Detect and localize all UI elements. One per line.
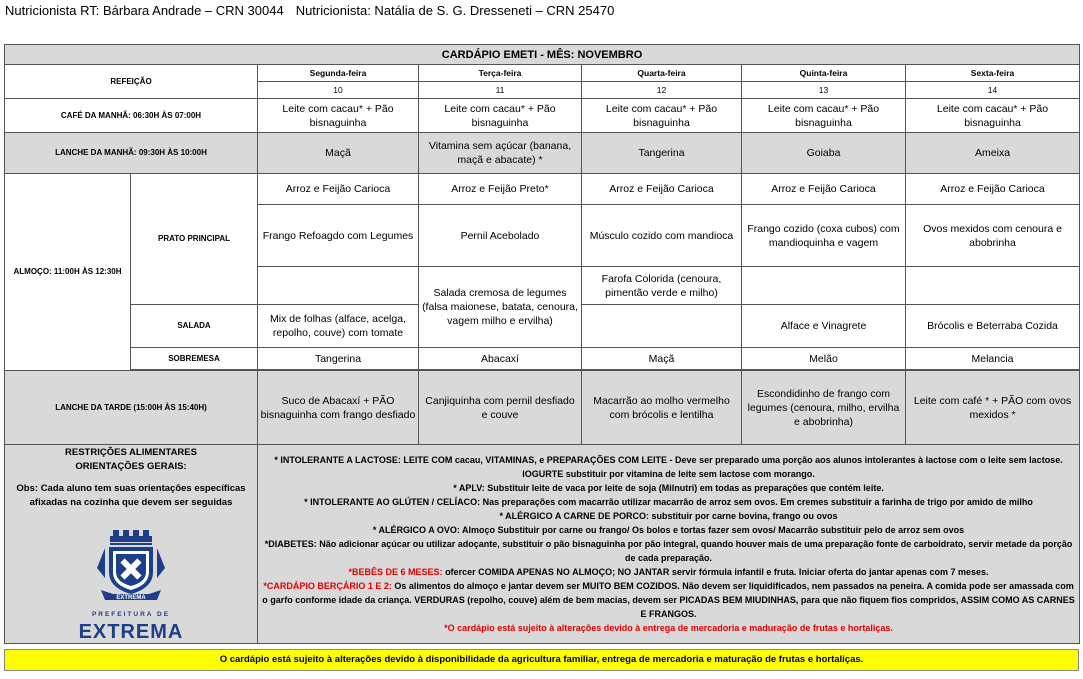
cafe-label: CAFÉ DA MANHÃ: 06:30H ÀS 07:00H [5,99,258,133]
sobremesa-item: Melão [742,348,906,370]
nutritionists-header [5,3,626,18]
sobremesa-item: Maçã [582,348,742,370]
lanche-manha-item: Ameixa [906,133,1080,174]
salada-item [582,305,742,348]
salada-item: Mix de folhas (alface, acelga, repolho, couve) com tomate [258,305,419,348]
date-wednesday: 12 [582,82,742,99]
lanche-manha-label: LANCHE DA MANHÃ: 09:30H ÀS 10:00H [5,133,258,174]
nutritionist-rt: Nutricionista RT: Bárbara Andrade – CRN 30044 [5,3,284,18]
restriction-gluten: * INTOLERANTE AO GLÚTEN / CELÍACO: Nas preparações com macarrão utilizar macarrão de arroz sem ovos. Em cremes substituir a farinha de trigo por amido de milho [304,497,1033,507]
footer-notice: O cardápio está sujeito à alterações devido à disponibilidade da agricultura familiar, entrega de mercadoria e maturação de frutas e hortaliças. [4,649,1079,671]
logo-ribbon-text: EXTREMA [116,595,146,601]
lanche-tarde-item: Suco de Abacaxí + PÃO bisnaguinha com frango desfiado [258,371,419,445]
salada-item: Salada cremosa de legumes (falsa maionese, batata, cenoura, vagem milho e ervilha) [419,267,582,348]
restriction-egg: * ALÉRGICO A OVO: Almoço Substituir por carne ou frango/ Os bolos e tortas fazer sem ovos/ Macarrão substituir pelo de arroz sem ovos [372,525,965,535]
day-wednesday: Quarta-feira [582,65,742,82]
restrictions-title: RESTRIÇÕES ALIMENTARES [65,447,197,458]
restriction-diabetes: *DIABETES: Não adicionar açúcar ou utilizar adoçante, substituir o pão bisnaguinha por pão integral, quando houver mais de uma preparação fonte de carboidrato, servir metade da porção de cada preparação. [264,539,1073,563]
coat-of-arms-icon [95,528,167,606]
day-thursday: Quinta-feira [742,65,906,82]
date-tuesday: 11 [419,82,582,99]
orientations-title: ORIENTAÇÕES GERAIS: [75,461,187,472]
lanche-tarde-item: Macarrão ao molho vermelho com brócolis e lentilha [582,371,742,445]
sobremesa-item: Melancia [906,348,1080,370]
prefeitura-logo [7,528,255,642]
restriction-bercario [260,579,1077,621]
lanche-manha-item: Maçã [258,133,419,174]
restrictions-left-panel [5,445,258,644]
bercario-text: Os alimentos do almoço e jantar devem ser MUITO BEM COZIDOS. Não devem ser liquidificados, nem passados na peneira. A comida pode ser amassada com o garfo conforme idade da criança. VERDURAS (repolho, couve) além de bem macias, devem ser PICADAS BEM MIUDINHAS, para que não fiquem fios compridos, ASSIM COMO AS CARNES E FRANGOS. [262,581,1075,619]
date-monday: 10 [258,82,419,99]
almoco-row2-item: Frango cozido (coxa cubos) com mandioquinha e vagem [742,205,906,267]
bebes-text: ofercer COMIDA APENAS NO ALMOÇO; NO JANTAR servir fórmula infantil e fruta. Iniciar oferta do jantar apenas com 7 meses. [442,567,989,577]
almoco-row2-item: Pernil Acebolado [419,205,582,267]
sobremesa-label: SOBREMESA [131,348,258,370]
lanche-manha-item: Goiaba [742,133,906,174]
menu-change-notice: *O cardápio está sujeito à alterações devido à entrega de mercadoria e maduração de frutas e hortaliças. [444,623,893,633]
salada-label: SALADA [131,305,258,348]
almoco-row1-item: Arroz e Feijão Carioca [742,174,906,205]
date-thursday: 13 [742,82,906,99]
restriction-lactose: * INTOLERANTE A LACTOSE: LEITE COM cacau, VITAMINAS, e PREPARAÇÕES COM LEITE - Deve ser preparado uma porção aos alunos intolerantes à lactose com o leite sem lactose. IOGURTE substituir por vitamina de leite sem lactose com morango. [274,455,1063,479]
restriction-pork: * ALÉRGICO A CARNE DE PORCO: substituir por carne bovina, frango ou ovos [499,511,838,521]
menu-table [4,44,1080,644]
menu-title: CARDÁPIO EMETI - MÊS: NOVEMBRO [5,45,1080,65]
refeicao-header: REFEIÇÃO [5,65,258,99]
nutritionist-2: Nutricionista: Natália de S. G. Dresseneti – CRN 25470 [295,3,615,18]
lanche-tarde-item: Leite com café * + PÃO com ovos mexidos * [906,371,1080,445]
salada-item: Alface e Vinagrete [742,305,906,348]
almoco-row3-empty [258,267,419,305]
almoco-row3-item: Farofa Colorida (cenoura, pimentão verde e milho) [582,267,742,305]
lanche-tarde-item: Canjiquinha com pernil desfiado e couve [419,371,582,445]
almoco-row2-item: Ovos mexidos com cenoura e abobrinha [906,205,1080,267]
logo-city: EXTREMA [78,621,184,643]
cafe-item: Leite com cacau* + Pão bisnaguinha [419,99,582,133]
cafe-item: Leite com cacau* + Pão bisnaguinha [582,99,742,133]
lanche-manha-item: Vitamina sem açúcar (banana, maçã e abacate) * [419,133,582,174]
restrictions-obs: Obs: Cada aluno tem suas orientações específicas afixadas na cozinha que devem ser seguidas [16,483,246,508]
almoco-row1-item: Arroz e Feijão Carioca [582,174,742,205]
lanche-manha-item: Tangerina [582,133,742,174]
bebes-label: *BEBÊS DE 6 MESES: [348,567,443,577]
salada-item: Brócolis e Beterraba Cozida [906,305,1080,348]
day-tuesday: Terça-feira [419,65,582,82]
almoco-label: ALMOÇO: 11:00H ÀS 12:30H [5,174,131,371]
cafe-item: Leite com cacau* + Pão bisnaguinha [258,99,419,133]
almoco-row3-empty [742,267,906,305]
sobremesa-item: Abacaxí [419,348,582,370]
almoco-row3-empty [906,267,1080,305]
cafe-item: Leite com cacau* + Pão bisnaguinha [742,99,906,133]
sobremesa-item: Tangerina [258,348,419,370]
day-monday: Segunda-feira [258,65,419,82]
bercario-label: *CARDÁPIO BERÇÁRIO 1 E 2: [263,581,392,591]
almoco-row1-item: Arroz e Feijão Preto* [419,174,582,205]
prato-principal-label: PRATO PRINCIPAL [131,174,258,305]
almoco-row2-item: Frango Refoagdo com Legumes [258,205,419,267]
date-friday: 14 [906,82,1080,99]
almoco-row1-item: Arroz e Feijão Carioca [258,174,419,205]
restrictions-right-panel [258,445,1080,644]
lanche-tarde-item: Escondidinho de frango com legumes (cenoura, milho, ervilha e abobrinha) [742,371,906,445]
almoco-row2-item: Músculo cozido com mandioca [582,205,742,267]
restriction-bebes [260,565,1077,579]
restriction-aplv: * APLV: Substituir leite de vaca por leite de soja (Milnutri) em todas as preparações que contém leite. [453,483,884,493]
lanche-tarde-label: LANCHE DA TARDE (15:00H ÀS 15:40H) [5,371,258,445]
cafe-item: Leite com cacau* + Pão bisnaguinha [906,99,1080,133]
almoco-row1-item: Arroz e Feijão Carioca [906,174,1080,205]
day-friday: Sexta-feira [906,65,1080,82]
logo-prefeitura: PREFEITURA DE [91,611,171,618]
